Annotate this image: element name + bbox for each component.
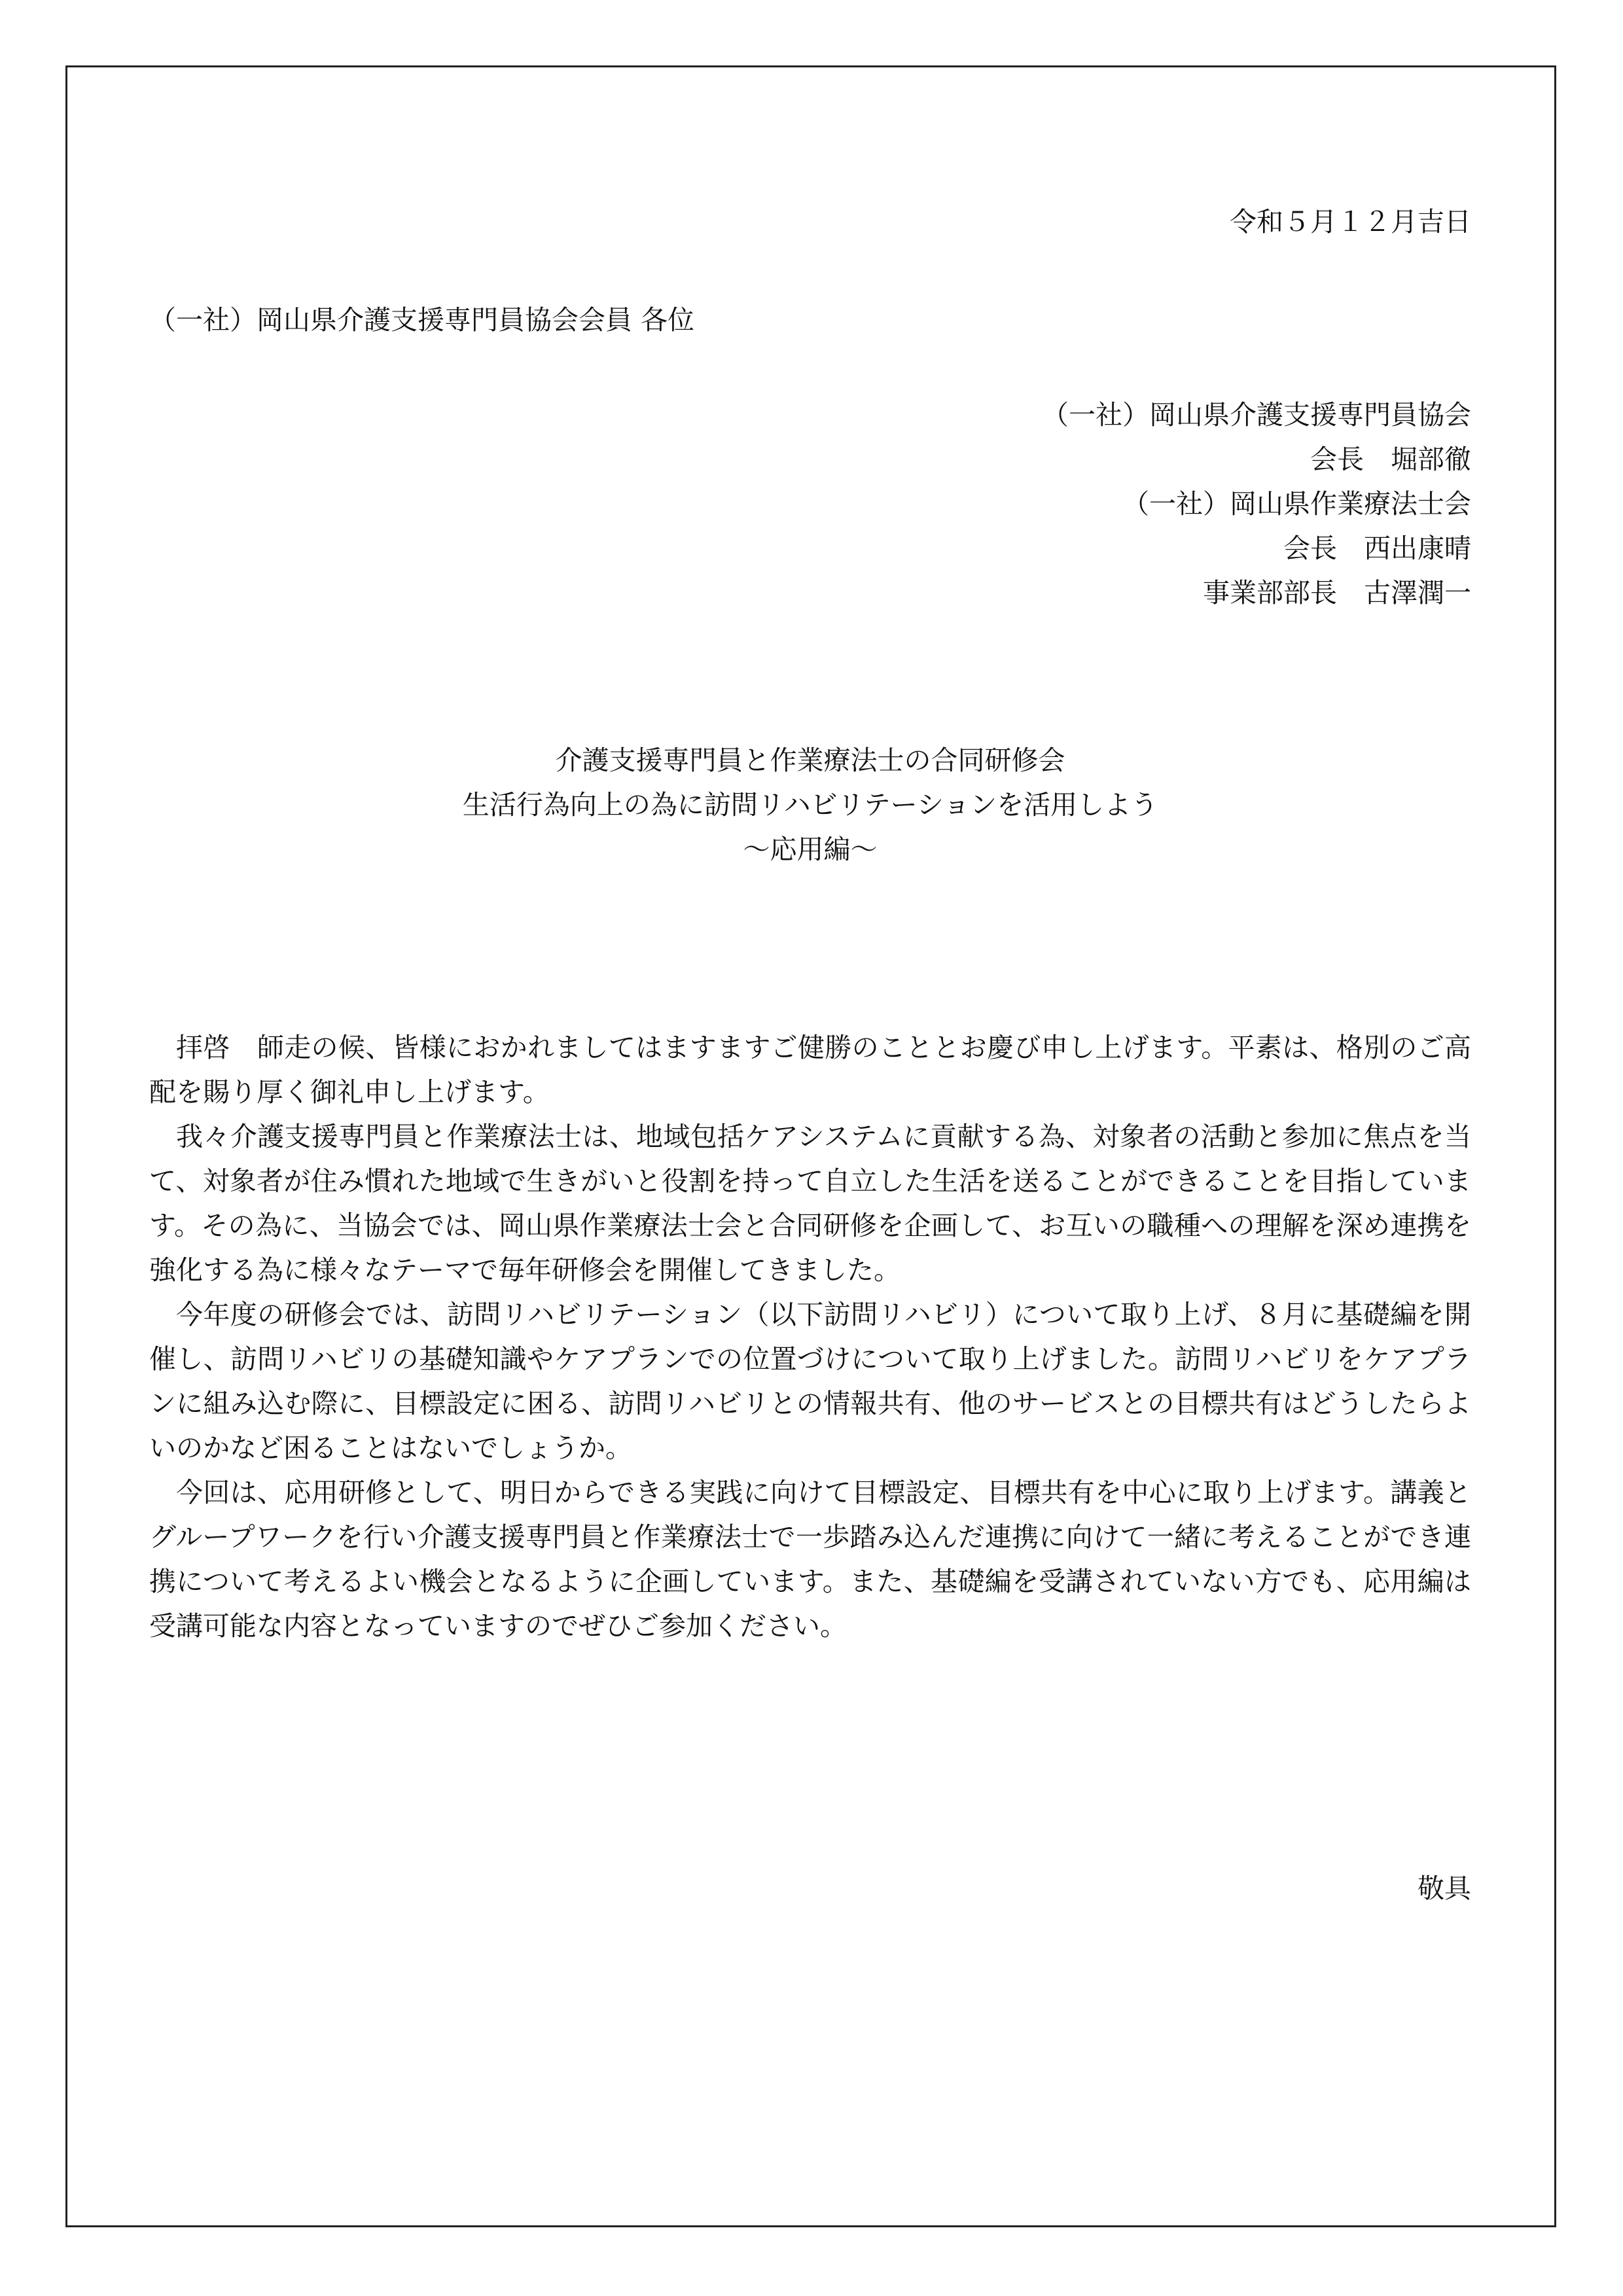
title-block: [149, 738, 1471, 872]
body-paragraph-4: 今回は、応用研修として、明日からできる実践に向けて目標設定、目標共有を中心に取り上げます。講義とグループワークを行い介護支援専門員と作業療法士で一歩踏み込んだ連携に向けて一緒に考えることができ連携について考えるよい機会となるように企画しています。また、基礎編を受講されていない方でも、応用編は受講可能な内容となっていますのでぜひご参加ください。: [149, 1477, 1471, 1642]
sender-organization-1: （一社）岡山県介護支援専門員協会: [1042, 399, 1471, 431]
sender-director: 事業部部長 古澤潤一: [1203, 577, 1471, 609]
sender-organization-2: （一社）岡山県作業療法士会: [1122, 488, 1471, 520]
letter-date: 令和５月１２月吉日: [1230, 206, 1471, 238]
letter-closing: 敬具: [1418, 1873, 1471, 1904]
sender-president-2: 会長 西出康晴: [1283, 533, 1471, 564]
title-line-1: 介護支援専門員と作業療法士の合同研修会: [555, 745, 1065, 776]
letter-body: [149, 1025, 1471, 1648]
sender-block: [1042, 393, 1498, 615]
title-line-3: 〜応用編〜: [743, 834, 878, 865]
body-paragraph-3: 今年度の研修会では、訪問リハビリテーション（以下訪問リハビリ）について取り上げ、８月に基礎編を開催し、訪問リハビリの基礎知識やケアプランでの位置づけについて取り上げました。訪問リハビリをケアプランに組み込む際に、目標設定に困る、訪問リハビリとの情報共有、他のサービスとの目標共有はどうしたらよいのかなど困ることはないでしょうか。: [149, 1299, 1471, 1464]
sender-president-1: 会長 堀部徹: [1310, 444, 1498, 475]
letter-recipient: （一社）岡山県介護支援専門員協会会員 各位: [149, 304, 695, 336]
body-paragraph-2: 我々介護支援専門員と作業療法士は、地域包括ケアシステムに貢献する為、対象者の活動と参加に焦点を当て、対象者が住み慣れた地域で生きがいと役割を持って自立した生活を送ることができることを目指しています。その為に、当協会では、岡山県作業療法士会と合同研修を企画して、お互いの職種への理解を深め連携を強化する為に様々なテーマで毎年研修会を開催してきました。: [149, 1121, 1471, 1286]
body-paragraph-1: 拝啓 師走の候、皆様におかれましてはますますご健勝のこととお慶び申し上げます。平素は、格別のご高配を賜り厚く御礼申し上げます。: [149, 1032, 1471, 1108]
title-line-2: 生活行為向上の為に訪問リハビリテーションを活用しよう: [462, 789, 1158, 821]
